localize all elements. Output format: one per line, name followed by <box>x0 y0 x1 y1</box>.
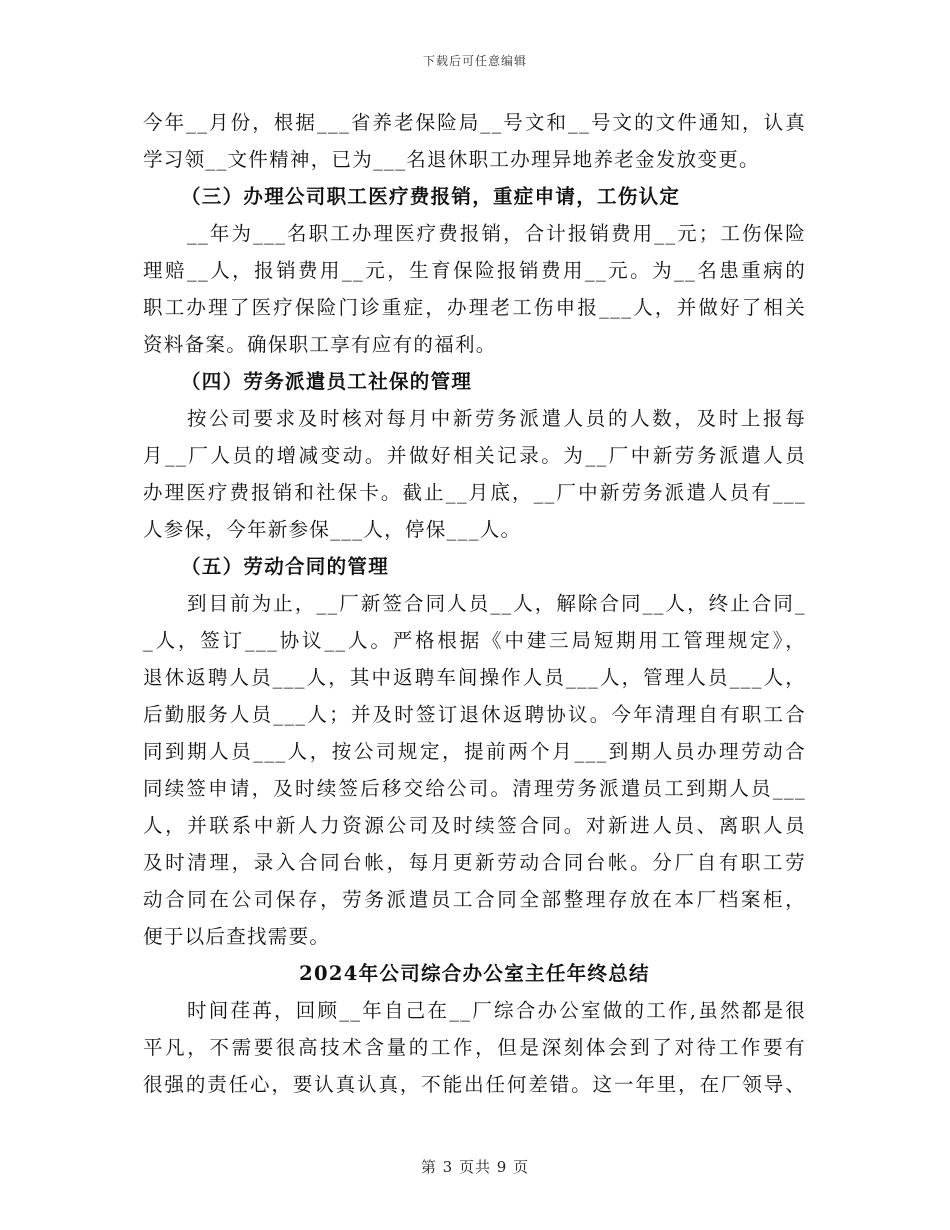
document-body <box>143 104 806 1103</box>
section-heading-3: （三）办理公司职工医疗费报销，重症申请，工伤认定 <box>181 185 681 208</box>
text-line: 很强的责任心，要认真认真，不能出任何差错。这一年里，在厂领导、 <box>143 1073 806 1096</box>
paragraph <box>143 400 806 548</box>
text-line: 时间荏苒，回顾__年自己在__厂综合办公室做的工作,虽然都是很 <box>187 999 806 1022</box>
text-line: 后勤服务人员___人；并及时签订退休返聘协议。今年清理自有职工合 <box>143 703 806 726</box>
text-line: 同到期人员___人，按公司规定，提前两个月___到期人员办理劳动合 <box>143 740 806 763</box>
text-line: _人，签订___协议__人。严格根据《中建三局短期用工管理规定》， <box>143 629 806 652</box>
section-heading-4: （四）劳务派遣员工社保的管理 <box>181 370 473 393</box>
text-line: 人参保，今年新参保___人，停保___人。 <box>143 518 522 541</box>
text-line: 同续签申请，及时续签后移交给公司。清理劳务派遣员工到期人员___ <box>143 777 806 800</box>
text-line: 便于以后查找需要。 <box>143 925 331 948</box>
text-line: 及时清理，录入合同台帐，每月更新劳动合同台帐。分厂自有职工劳 <box>143 851 806 874</box>
text-line: 理赔__人，报销费用__元，生育保险报销费用__元。为__名患重病的 <box>143 259 806 282</box>
paragraph <box>143 104 806 178</box>
page-footer: 第 3 页共 9 页 <box>420 1158 530 1176</box>
text-line: 办理医疗费报销和社保卡。截止__月底，__厂中新劳务派遣人员有___ <box>143 481 806 504</box>
paragraph <box>143 215 806 363</box>
document-title: 2024年公司综合办公室主任年终总结 <box>299 962 650 985</box>
text-line: 资料备案。确保职工享有应有的福利。 <box>143 333 497 356</box>
text-line: 月__厂人员的增减变动。并做好相关记录。为__厂中新劳务派遣人员 <box>143 444 806 467</box>
text-line: 人，并联系中新人力资源公司及时续签合同。对新进人员、离职人员 <box>143 814 806 837</box>
text-line: 动合同在公司保存，劳务派遣员工合同全部整理存放在本厂档案柜， <box>143 888 806 911</box>
page-header: 下载后可任意编辑 <box>422 54 527 68</box>
text-line: __年为___名职工办理医疗费报销，合计报销费用__元；工伤保险 <box>187 222 806 245</box>
text-line: 学习领__文件精神，已为___名退休职工办理异地养老金发放变更。 <box>143 148 760 171</box>
text-line: 到目前为止，__厂新签合同人员__人，解除合同__人，终止合同_ <box>187 592 806 615</box>
text-line: 平凡，不需要很高技术含量的工作，但是深刻体会到了对待工作要有 <box>143 1036 806 1059</box>
section-heading-5: （五）劳动合同的管理 <box>181 555 390 578</box>
text-line: 职工办理了医疗保险门诊重症，办理老工伤申报___人，并做好了相关 <box>143 296 806 319</box>
paragraph <box>143 585 806 955</box>
text-line: 退休返聘人员___人，其中返聘车间操作人员___人，管理人员___人， <box>143 666 806 689</box>
text-line: 今年__月份，根据___省养老保险局__号文和__号文的文件通知，认真 <box>143 111 806 134</box>
text-line: 按公司要求及时核对每月中新劳务派遣人员的人数，及时上报每 <box>187 407 806 430</box>
paragraph <box>143 992 806 1103</box>
